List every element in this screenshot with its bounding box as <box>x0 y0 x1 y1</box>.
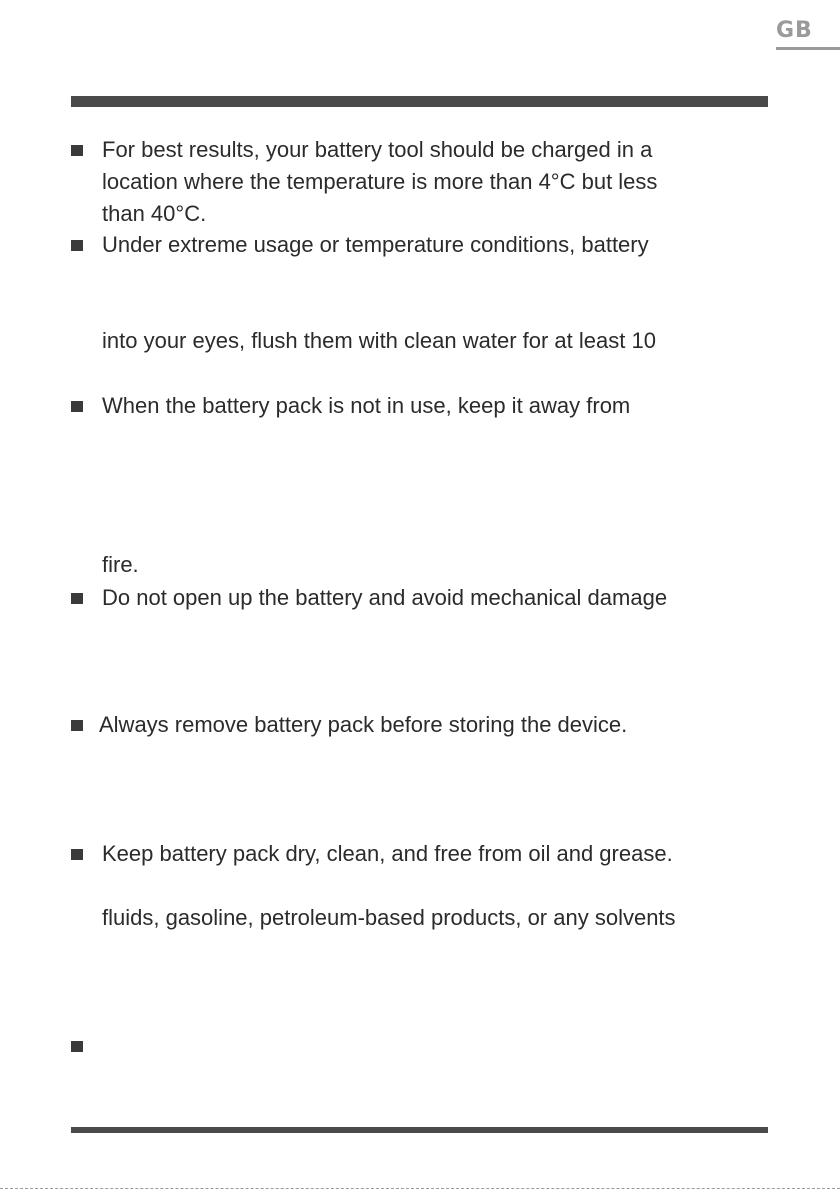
text-line: fire. <box>102 552 139 577</box>
text-line: Do not open up the battery and avoid mechanical damage <box>102 585 668 610</box>
header-rule <box>71 96 768 107</box>
text-line: Keep battery pack dry, clean, and free from oil and grease. <box>102 841 673 866</box>
language-tag: GB <box>776 18 813 43</box>
text-line: For best results, your battery tool should be charged in a <box>102 137 653 162</box>
bullet-icon <box>71 849 83 860</box>
bullet-icon <box>71 401 83 412</box>
bullet-icon <box>71 145 83 156</box>
text-line: Under extreme usage or temperature conditions, battery <box>102 232 649 257</box>
footer-rule <box>71 1127 768 1133</box>
page-edge-dashed-line <box>0 1188 840 1189</box>
bullet-icon <box>71 593 83 604</box>
text-line: fluids, gasoline, petroleum-based products, or any solvents <box>102 905 676 930</box>
bullet-icon <box>71 720 83 731</box>
text-line: When the battery pack is not in use, keep it away from <box>102 393 631 418</box>
text-line: into your eyes, flush them with clean water for at least 10 <box>102 328 656 353</box>
text-line: than 40°C. <box>102 201 207 226</box>
text-line: Always remove battery pack before storing the device. <box>99 712 628 737</box>
bullet-icon <box>71 240 83 251</box>
bullet-icon <box>71 1041 83 1052</box>
text-line: location where the temperature is more than 4°C but less <box>102 169 658 194</box>
language-tag-underline <box>776 47 840 50</box>
